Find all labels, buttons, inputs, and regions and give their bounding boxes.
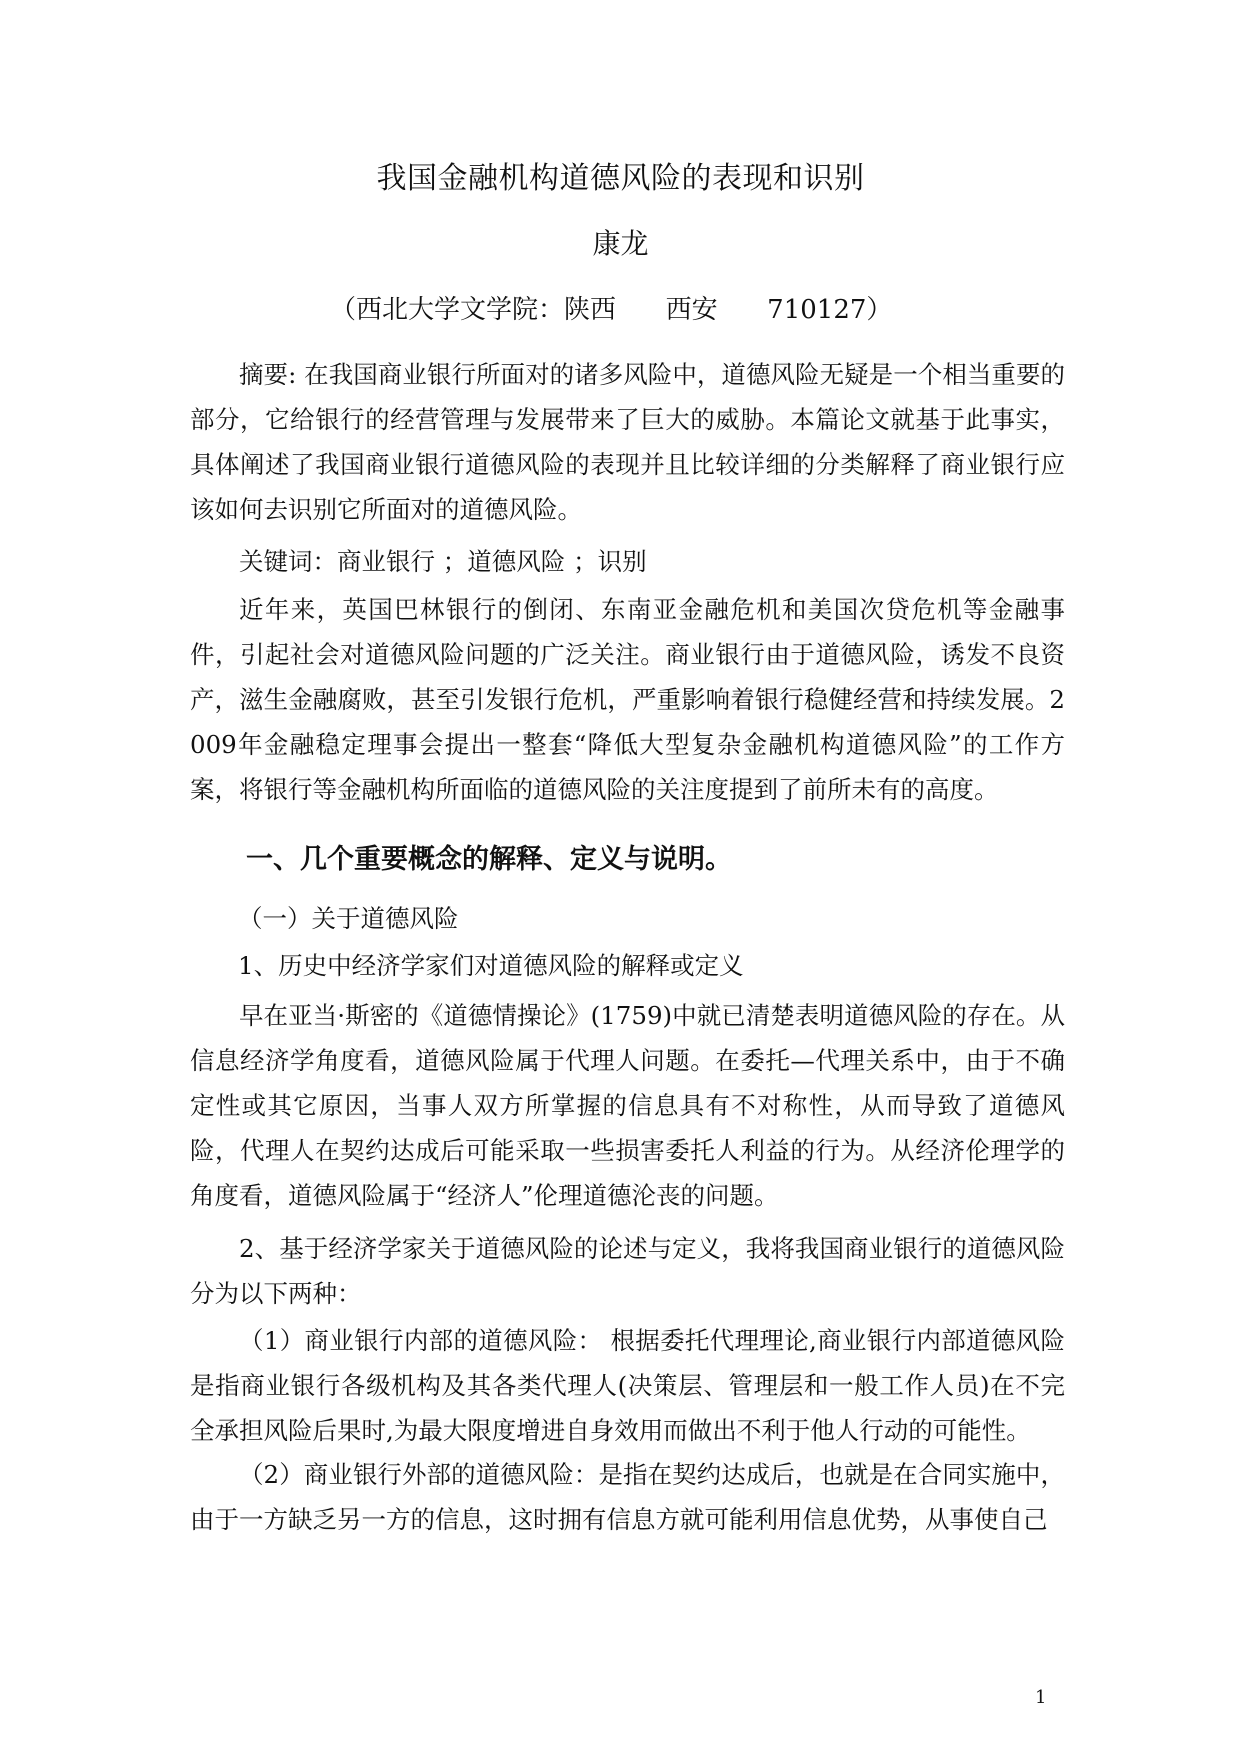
abstract-paragraph: 摘要: 在我国商业银行所面对的诸多风险中，道德风险无疑是一个相当重要的部分，它给银行的经营管理与发展带来了巨大的威胁。本篇论文就基于此事实，具体阐述了我国商业银行道德风险的表现并且比较详细的分类解释了商业银行应该如何去识别它所面对的道德风险。 (190, 360, 1065, 524)
page-number: 1 (1035, 1687, 1047, 1708)
internal-risk-section (190, 1318, 1065, 1453)
external-risk-paragraph: （2）商业银行外部的道德风险：是指在契约达成后，也就是在合同实施中，由于一方缺乏另一方的信息，这时拥有信息方就可能利用信息优势，从事使自己 (190, 1460, 1065, 1534)
section-heading: 一、几个重要概念的解释、定义与说明。 (246, 844, 732, 875)
intro-paragraph: 近年来，英国巴林银行的倒闭、东南亚金融危机和美国次贷危机等金融事件，引起社会对道德风险问题的广泛关注。商业银行由于道德风险，诱发不良资产，滋生金融腐败，甚至引发银行危机，严重影响着银行稳健经营和持续发展。2009年金融稳定理事会提出一整套“降低大型复杂金融机构道德风险”的工作方案，将银行等金融机构所面临的道德风险的关注度提到了前所未有的高度。 (190, 595, 1065, 804)
item-heading: 1、历史中经济学家们对道德风险的解释或定义 (238, 951, 744, 980)
internal-risk-paragraph: （1）商业银行内部的道德风险： 根据委托代理理论,商业银行内部道德风险是指商业银行各级机构及其各类代理人(决策层、管理层和一般工作人员)在不完全承担风险后果时,为最大限度增进自身效用而做出不利于他人行动的可能性。 (190, 1326, 1065, 1445)
external-risk-section (190, 1452, 1065, 1542)
classify-section (190, 1226, 1065, 1316)
paper-title: 我国金融机构道德风险的表现和识别 (376, 161, 865, 196)
classify-paragraph: 2、基于经济学家关于道德风险的论述与定义，我将我国商业银行的道德风险分为以下两种： (190, 1234, 1065, 1308)
author-name: 康龙 (592, 227, 649, 260)
author-affiliation: （西北大学文学院：陕西 西安 710127） (330, 295, 893, 325)
abstract-section (190, 352, 1065, 532)
keywords-section (190, 539, 1065, 584)
keywords-line: 关键词：商业银行 ；道德风险 ；识别 (239, 547, 647, 576)
history-section (190, 993, 1065, 1218)
intro-section (190, 587, 1065, 812)
subsection-heading: （一）关于道德风险 (238, 904, 459, 933)
history-paragraph: 早在亚当·斯密的《道德情操论》(1759)中就已清楚表明道德风险的存在。从信息经济学角度看，道德风险属于代理人问题。在委托—代理关系中，由于不确定性或其它原因，当事人双方所掌握的信息具有不对称性，从而导致了道德风险，代理人在契约达成后可能采取一些损害委托人利益的行为。从经济伦理学的角度看，道德风险属于“经济人”伦理道德沦丧的问题。 (190, 1001, 1065, 1210)
